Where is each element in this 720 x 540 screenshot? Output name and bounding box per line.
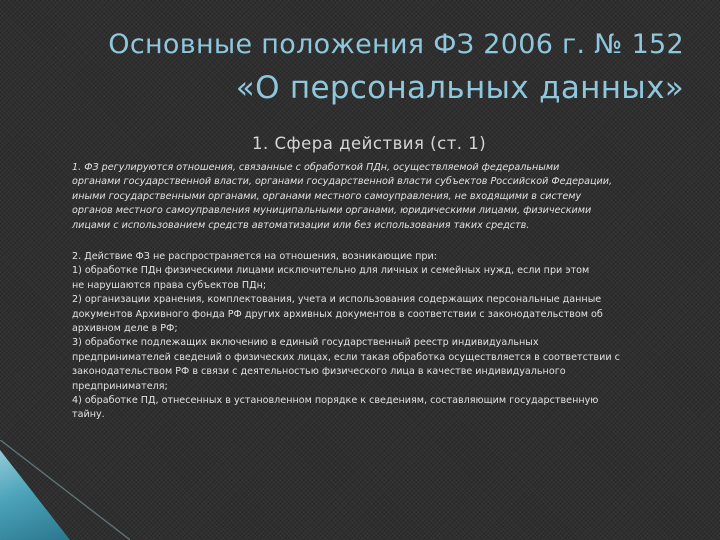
decorative-corner-line [0, 440, 130, 540]
section-subtitle: 1. Сфера действия (ст. 1) [252, 134, 487, 153]
slide-title-line1: Основные положения ФЗ 2006 г. № 152 [108, 29, 684, 60]
slide-title-line2: «О персональных данных» [235, 70, 684, 106]
paragraph-exclusions: 2. Действие ФЗ не распространяется на отношения, возникающие при: 1) обработке ПДн физическими лицами исключительно для личных и семейных нужд, если при этом не нарушаются права субъектов ПДн; 2) организации хранения, комплектования, учета и использования содержащих персональные данные документов Архивного фонда РФ других архивных документов в соответствии с законодательством об архивном деле в РФ; 3) обработке подлежащих включению в единый государственный реестр индивидуальных предпринимателей сведений о физических лицах, если такая обработка осуществляется в соответствии с законодательством РФ в связи с деятельностью физического лица в качестве индивидуального предпринимателя; 4) обработке ПД, отнесенных в установленном порядке к сведениям, составляющим государственную тайну. [72, 251, 620, 421]
paragraph-scope: 1. ФЗ регулируются отношения, связанные с обработкой ПДн, осуществляемой федеральными органами государственной власти, органами государственной власти субъектов Российской Федерации, иными государственными органами, органами местного самоуправления, не входящими в систему органов местного самоуправления муниципальными органами, юридическими лицами, физическими лицами с использованием средств автоматизации или без использования таких средств. [72, 162, 613, 231]
